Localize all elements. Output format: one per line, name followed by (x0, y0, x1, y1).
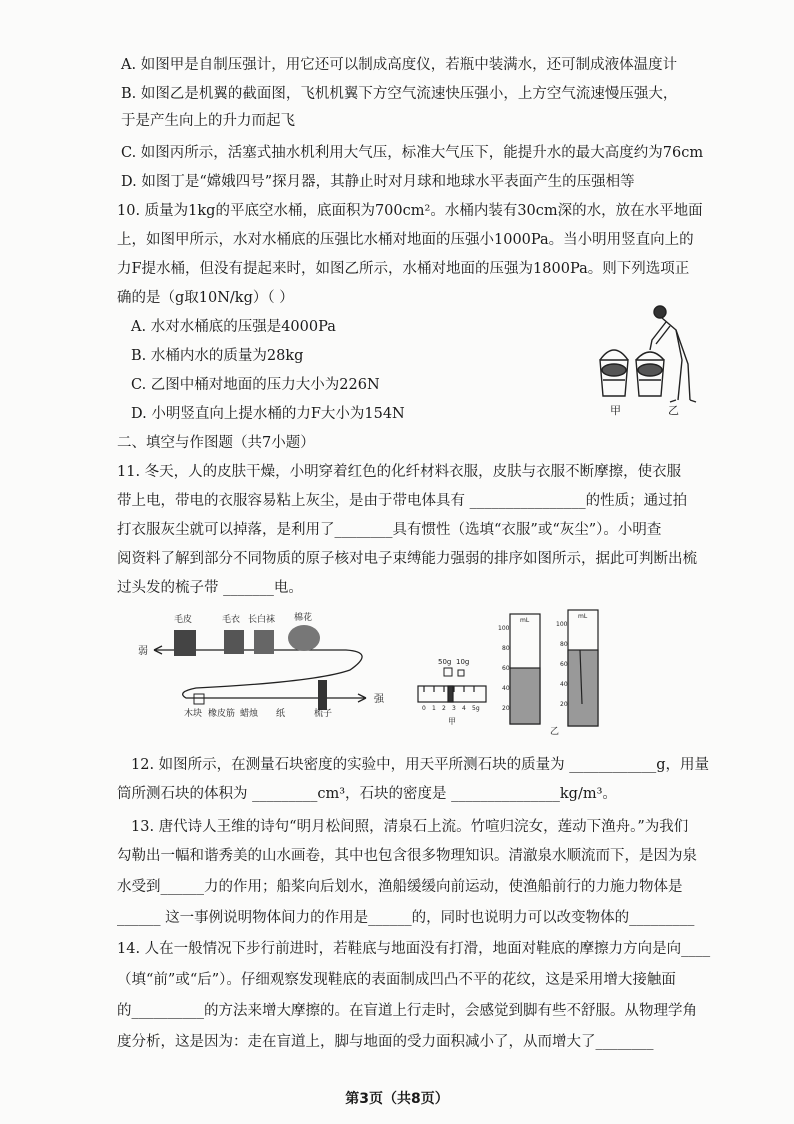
series-top-3: 棉花 (294, 613, 313, 623)
scale-3: 3 (452, 705, 456, 712)
cyl-a-unit: mL (520, 617, 530, 624)
cyl-b-unit: mL (578, 613, 588, 620)
cyl-b-tick-60: 60 (560, 661, 568, 668)
text-line: 阅资料了解到部分不同物质的原子核对电子束缚能力强弱的排序如图所示，据此可判断出梳 (117, 551, 697, 567)
scale-0: 0 (422, 705, 426, 712)
text-line: C. 如图丙所示，活塞式抽水机利用大气压，标准大气压下，能提升水的最大高度约为76cm (121, 145, 704, 161)
text-line: ______ 这一事例说明物体间力的作用是______的，同时也说明力可以改变物体的_________ (117, 910, 695, 926)
cyl-a-tick-40: 40 (502, 685, 510, 692)
cyl-b-tick-80: 80 (560, 641, 568, 648)
text-line: 13. 唐代诗人王维的诗句“明月松间照，清泉石上流。竹喧归浣女，莲动下渔舟。”为我们 (131, 819, 689, 835)
cyl-b-tick-40: 40 (560, 681, 568, 688)
scale-1: 1 (432, 705, 436, 712)
text-line: B. 如图乙是机翼的截面图，飞机机翼下方空气流速快压强小，上方空气流速慢压强大， (121, 86, 678, 102)
series-bottom-2: 蜡烛 (240, 709, 259, 719)
text-line: D. 如图丁是“嫦娥四号”探月器，其静止时对月球和地球水平表面产生的压强相等 (121, 174, 635, 190)
text-line: 12. 如图所示，在测量石块密度的实验中，用天平所测石块的质量为 ____________g，用量 (131, 757, 710, 773)
triboelectric-series-figure (136, 610, 396, 720)
scale-4: 4 (462, 705, 466, 712)
text-line: 14. 人在一般情况下步行前进时，若鞋底与地面没有打滑，地面对鞋底的摩擦力方向是向____ (117, 941, 711, 957)
measure-label-a: 甲 (448, 717, 456, 726)
text-line: 带上电，带电的衣服容易粘上灰尘，是由于带电体具有 ________________的性质；通过拍 (117, 493, 688, 509)
text-line: 打衣服灰尘就可以掉落，是利用了________具有惯性（选填“衣服”或“灰尘”）。小明查 (117, 522, 662, 538)
bucket-label-b: 乙 (668, 404, 679, 417)
series-bottom-3: 纸 (276, 709, 286, 719)
text-line: 于是产生向上的升力而起飞 (121, 113, 295, 129)
bucket-figure (590, 300, 710, 420)
series-top-0: 毛皮 (174, 615, 193, 625)
scale-2: 2 (442, 705, 446, 712)
cyl-a-tick-20: 20 (502, 705, 510, 712)
text-line: 水受到______力的作用；船桨向后划水，渔船缓缓向前运动，使渔船前行的力施力物体是 (117, 879, 683, 895)
weight-50: 50g (438, 658, 452, 666)
text-line: 力F提水桶，但没有提起来时，如图乙所示，水桶对地面的压强为1800Pa。则下列选项正 (117, 261, 690, 277)
bucket-label-a: 甲 (610, 404, 621, 417)
cyl-a-tick-80: 80 (502, 645, 510, 652)
text-line: C. 乙图中桶对地面的压力大小为226N (131, 377, 380, 393)
page-footer: 第3页（共8页） (345, 1091, 449, 1107)
series-top-1: 毛衣 (222, 615, 241, 625)
text-line: D. 小明竖直向上提水桶的力F大小为154N (131, 406, 405, 422)
text-line: 筒所测石块的体积为 _________cm³，石块的密度是 _______________kg/m³。 (117, 786, 617, 802)
measurement-figure (410, 604, 610, 744)
text-line: （填“前”或“后”）。仔细观察发现鞋底的表面制成凹凸不平的花纹，这是采用增大接触面 (117, 972, 676, 988)
text-line: A. 如图甲是自制压强计，用它还可以制成高度仪，若瓶中装满水，还可制成液体温度计 (121, 57, 678, 73)
text-line: 的__________的方法来增大摩擦的。在盲道上行走时，会感觉到脚有些不舒服。从物理学角 (117, 1003, 697, 1019)
series-bottom-4: 梳子 (314, 709, 333, 719)
text-line: 勾勒出一幅和谐秀美的山水画卷，其中也包含很多物理知识。清澈泉水顺流而下，是因为泉 (117, 848, 697, 864)
cyl-b-tick-20: 20 (560, 701, 568, 708)
cyl-a-tick-60: 60 (502, 665, 510, 672)
cyl-a-tick-100: 100 (498, 625, 510, 632)
text-line: 二、填空与作图题（共7小题） (117, 435, 315, 451)
text-line: 过头发的梳子带 _______电。 (117, 580, 303, 596)
text-line: 10. 质量为1kg的平底空水桶，底面积为700cm²。水桶内装有30cm深的水，放在水平地面 (117, 203, 703, 219)
measure-label-b: 乙 (550, 727, 560, 737)
cyl-b-tick-100: 100 (556, 621, 568, 628)
text-line: A. 水对水桶底的压强是4000Pa (131, 319, 336, 335)
text-line: 度分析，这是因为：走在盲道上，脚与地面的受力面积减小了，从而增大了________ (117, 1034, 654, 1050)
text-line: 上，如图甲所示，水对水桶底的压强比水桶对地面的压强小1000Pa。当小明用竖直向上的 (117, 232, 694, 248)
series-top-2: 长白袜 (248, 615, 276, 625)
weight-10: 10g (456, 658, 470, 666)
series-bottom-0: 木块 (184, 709, 203, 719)
scale-5: 5g (472, 705, 480, 712)
text-line: 确的是（g取10N/kg）（ ） (117, 290, 294, 306)
text-line: 11. 冬天，人的皮肤干燥，小明穿着红色的化纤材料衣服，皮肤与衣服不断摩擦，使衣服 (117, 464, 682, 480)
series-strong: 强 (374, 694, 384, 705)
series-bottom-1: 橡皮筋 (208, 709, 236, 719)
series-weak: 弱 (138, 646, 148, 657)
text-line: B. 水桶内水的质量为28kg (131, 348, 304, 364)
